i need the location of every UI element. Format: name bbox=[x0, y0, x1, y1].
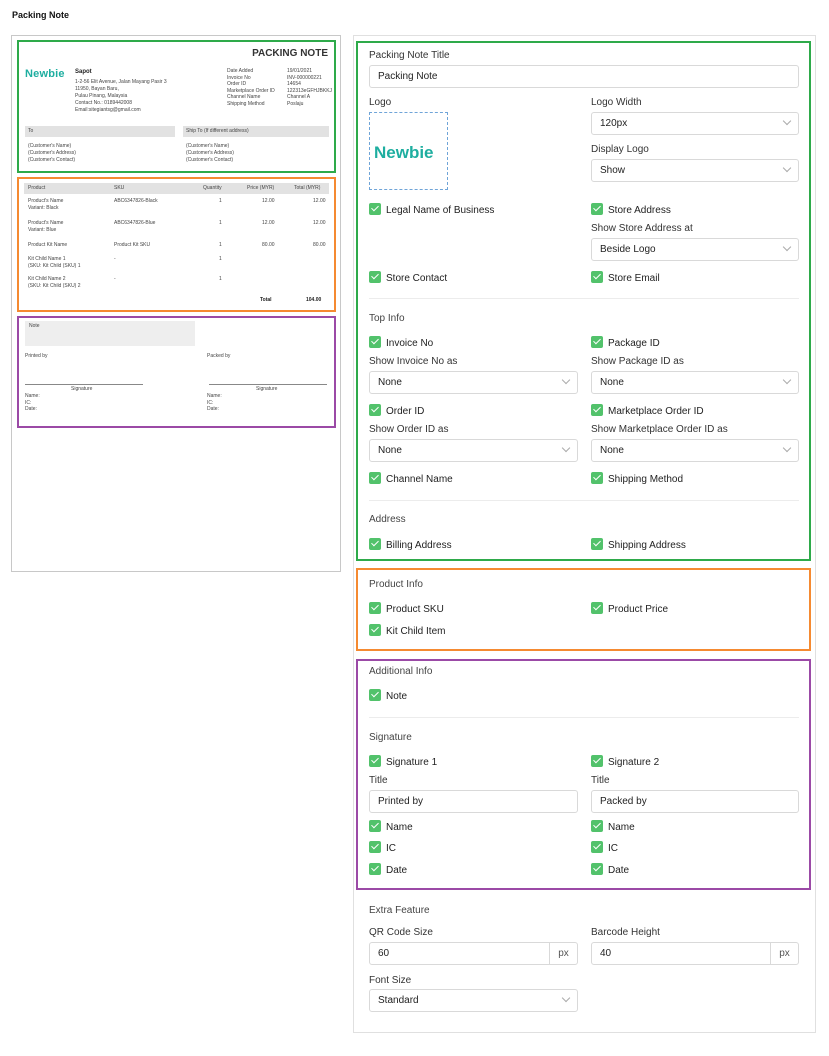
customer-line: (Customer's Address) bbox=[28, 150, 76, 156]
check-icon bbox=[591, 336, 603, 348]
info-label: Invoice No bbox=[227, 74, 251, 81]
ship-line: (Customer's Contact) bbox=[186, 157, 234, 163]
signature-caption: Signature bbox=[71, 386, 93, 392]
col-product: Product bbox=[28, 185, 46, 191]
channel-name-checkbox[interactable]: Channel Name bbox=[369, 473, 453, 487]
barcode-height-label: Barcode Height bbox=[591, 927, 660, 938]
signature-2-ic-checkbox[interactable]: IC bbox=[591, 842, 618, 856]
preview-title: PACKING NOTE bbox=[252, 48, 328, 59]
product-price: 12.00 bbox=[262, 220, 275, 226]
check-icon bbox=[591, 404, 603, 416]
divider bbox=[369, 298, 799, 299]
signature-1-title-label: Title bbox=[369, 775, 388, 786]
chevron-down-icon bbox=[783, 243, 791, 251]
logo-width-select[interactable]: 120px bbox=[591, 112, 799, 135]
check-icon bbox=[369, 863, 381, 875]
product-sub: Variant: Blue bbox=[28, 226, 57, 233]
company-name: Sapot bbox=[75, 69, 92, 75]
signature-2-title-label: Title bbox=[591, 775, 610, 786]
kit-child-name: Kit Child Name 2 bbox=[28, 276, 66, 282]
title-input[interactable]: Packing Note bbox=[369, 65, 799, 88]
check-icon bbox=[369, 820, 381, 832]
legal-name-checkbox[interactable]: Legal Name of Business bbox=[369, 204, 494, 218]
packed-by-label: Packed by bbox=[207, 353, 231, 359]
check-icon bbox=[369, 624, 381, 636]
display-logo-label: Display Logo bbox=[591, 144, 649, 155]
signature-caption: Signature bbox=[256, 386, 278, 392]
package-display-select[interactable]: None bbox=[591, 371, 799, 394]
ic-field: IC: bbox=[25, 399, 32, 406]
date-field: Date: bbox=[207, 406, 219, 412]
address-line-2: 11950, Bayan Baru, bbox=[75, 86, 119, 92]
signature-1-date-checkbox[interactable]: Date bbox=[369, 864, 407, 878]
to-label: To bbox=[28, 128, 34, 134]
check-icon bbox=[369, 336, 381, 348]
product-info-heading: Product Info bbox=[369, 579, 423, 590]
info-value: 122313eGFHJBKKJ bbox=[287, 87, 333, 94]
note-box bbox=[25, 321, 195, 346]
check-icon bbox=[591, 841, 603, 853]
barcode-height-input[interactable]: 40 px bbox=[591, 942, 799, 965]
packing-note-preview bbox=[11, 35, 341, 572]
product-sku: - bbox=[114, 276, 116, 282]
info-value: 14654 bbox=[287, 81, 301, 87]
show-invoice-label: Show Invoice No as bbox=[369, 356, 458, 367]
px-unit: px bbox=[770, 943, 798, 964]
name-field: Name: bbox=[25, 393, 40, 399]
divider bbox=[369, 717, 799, 718]
additional-info-heading: Additional Info bbox=[369, 666, 433, 677]
marketplace-display-select[interactable]: None bbox=[591, 439, 799, 462]
chevron-down-icon bbox=[562, 994, 570, 1002]
show-marketplace-label: Show Marketplace Order ID as bbox=[591, 424, 728, 435]
package-id-checkbox[interactable]: Package ID bbox=[591, 337, 660, 351]
product-qty: 1 bbox=[219, 198, 222, 204]
store-email-checkbox[interactable]: Store Email bbox=[591, 272, 660, 286]
check-icon bbox=[591, 820, 603, 832]
qr-code-size-input[interactable]: 60 px bbox=[369, 942, 578, 965]
date-field: Date: bbox=[25, 406, 37, 412]
address-line-1: 1-2-56 Elit Avenue, Jalan Mayang Pasir 3 bbox=[75, 79, 167, 85]
px-unit: px bbox=[549, 943, 577, 964]
check-icon bbox=[591, 602, 603, 614]
note-checkbox[interactable]: Note bbox=[369, 690, 407, 704]
chevron-down-icon bbox=[783, 117, 791, 125]
billing-address-checkbox[interactable]: Billing Address bbox=[369, 539, 452, 553]
ship-line: (Customer's Address) bbox=[186, 150, 234, 156]
store-address-position-select[interactable]: Beside Logo bbox=[591, 238, 799, 261]
product-name: Product Kit Name bbox=[28, 242, 68, 248]
email-line: Email:sitegiantsg@gmail.com bbox=[75, 107, 141, 113]
show-store-address-label: Show Store Address at bbox=[591, 223, 693, 234]
kit-child-sku: (SKU: Kit Child (SKU) 1 bbox=[28, 262, 81, 269]
check-icon bbox=[369, 472, 381, 484]
signature-line bbox=[209, 384, 327, 385]
preview-signature-section bbox=[17, 316, 336, 428]
check-icon bbox=[591, 203, 603, 215]
check-icon bbox=[591, 538, 603, 550]
printed-by-label: Printed by bbox=[25, 353, 48, 359]
kit-child-sku: (SKU: Kit Child (SKU) 2 bbox=[28, 282, 81, 289]
product-price: 12.00 bbox=[262, 198, 275, 204]
col-quantity: Quantity bbox=[203, 185, 222, 191]
customer-line: (Customer's Contact) bbox=[28, 157, 76, 163]
check-icon bbox=[369, 755, 381, 767]
product-price: 80.00 bbox=[262, 242, 275, 248]
chevron-down-icon bbox=[783, 376, 791, 384]
shipping-method-checkbox[interactable]: Shipping Method bbox=[591, 473, 683, 487]
check-icon bbox=[369, 404, 381, 416]
product-qty: 1 bbox=[219, 276, 222, 282]
preview-logo: Newbie bbox=[25, 68, 65, 80]
additional-settings-outline bbox=[356, 659, 811, 890]
col-sku: SKU bbox=[114, 185, 125, 191]
product-sku: - bbox=[114, 256, 116, 262]
ship-line: (Customer's Name) bbox=[186, 143, 230, 149]
font-size-select[interactable]: Standard bbox=[369, 989, 578, 1012]
product-qty: 1 bbox=[219, 256, 222, 262]
signature-1-title-input[interactable]: Printed by bbox=[369, 790, 578, 813]
to-bar bbox=[25, 126, 175, 137]
show-order-label: Show Order ID as bbox=[369, 424, 449, 435]
shipping-address-checkbox[interactable]: Shipping Address bbox=[591, 539, 686, 553]
store-contact-checkbox[interactable]: Store Contact bbox=[369, 272, 447, 286]
check-icon bbox=[591, 863, 603, 875]
invoice-display-select[interactable]: None bbox=[369, 371, 578, 394]
check-icon bbox=[591, 472, 603, 484]
product-sku: ABC6347826-Blue bbox=[114, 220, 156, 226]
check-icon bbox=[369, 538, 381, 550]
info-label: Marketplace Order ID bbox=[227, 87, 275, 94]
total-value: 104.00 bbox=[306, 297, 322, 303]
check-icon bbox=[369, 203, 381, 215]
ic-field: IC: bbox=[207, 399, 214, 406]
signature-2-title-input[interactable]: Packed by bbox=[591, 790, 799, 813]
font-size-label: Font Size bbox=[369, 975, 412, 986]
product-sku: ABC6347826-Black bbox=[114, 198, 158, 204]
product-price-checkbox[interactable]: Product Price bbox=[591, 603, 668, 617]
product-table-header bbox=[24, 183, 329, 194]
product-qty: 1 bbox=[219, 242, 222, 248]
address-line-3: Pulau Pinang, Malaysia bbox=[75, 93, 128, 99]
order-display-select[interactable]: None bbox=[369, 439, 578, 462]
kit-child-item-checkbox[interactable]: Kit Child Item bbox=[369, 625, 445, 639]
note-label: Note bbox=[29, 323, 40, 329]
info-value: 19/01/2021 bbox=[287, 68, 313, 74]
display-logo-select[interactable]: Show bbox=[591, 159, 799, 182]
kit-child-name: Kit Child Name 1 bbox=[28, 256, 66, 262]
signature-1-name-checkbox[interactable]: Name bbox=[369, 821, 413, 835]
top-info-heading: Top Info bbox=[369, 313, 405, 324]
product-total: 80.00 bbox=[313, 242, 326, 248]
check-icon bbox=[369, 841, 381, 853]
product-sub: Variant: Black bbox=[28, 204, 59, 211]
chevron-down-icon bbox=[783, 164, 791, 172]
marketplace-order-id-checkbox[interactable]: Marketplace Order ID bbox=[591, 405, 704, 419]
product-sku: Product Kit SKU bbox=[114, 242, 151, 248]
col-price: Price (MYR) bbox=[247, 185, 275, 191]
show-package-label: Show Package ID as bbox=[591, 356, 684, 367]
extra-feature-heading: Extra Feature bbox=[369, 905, 430, 916]
signature-2-date-checkbox[interactable]: Date bbox=[591, 864, 629, 878]
preview-header-section bbox=[17, 40, 336, 173]
chevron-down-icon bbox=[562, 376, 570, 384]
order-id-checkbox[interactable]: Order ID bbox=[369, 405, 424, 419]
info-label: Order ID bbox=[227, 81, 247, 87]
title-label: Packing Note Title bbox=[369, 50, 450, 61]
check-icon bbox=[591, 755, 603, 767]
chevron-down-icon bbox=[783, 444, 791, 452]
product-name: Product's Name bbox=[28, 198, 64, 204]
chevron-down-icon bbox=[562, 444, 570, 452]
check-icon bbox=[369, 271, 381, 283]
signature-1-checkbox[interactable]: Signature 1 bbox=[369, 756, 437, 770]
check-icon bbox=[369, 602, 381, 614]
address-heading: Address bbox=[369, 514, 406, 525]
logo-label: Logo bbox=[369, 97, 392, 108]
info-label: Shipping Method bbox=[227, 100, 265, 107]
logo-upload[interactable] bbox=[369, 112, 448, 190]
product-sku-checkbox[interactable]: Product SKU bbox=[369, 603, 444, 617]
divider bbox=[369, 500, 799, 501]
info-value: Poslaju bbox=[287, 100, 304, 107]
preview-products-section bbox=[17, 177, 336, 312]
page-title: Packing Note bbox=[12, 10, 70, 20]
info-value: INV-000000221 bbox=[287, 74, 322, 81]
qr-code-size-label: QR Code Size bbox=[369, 927, 433, 938]
invoice-no-checkbox[interactable]: Invoice No bbox=[369, 337, 433, 351]
product-name: Product's Name bbox=[28, 220, 64, 226]
col-total: Total (MYR) bbox=[294, 185, 321, 191]
customer-line: (Customer's Name) bbox=[28, 143, 72, 149]
check-icon bbox=[369, 689, 381, 701]
logo-width-label: Logo Width bbox=[591, 97, 642, 108]
signature-line bbox=[25, 384, 143, 385]
store-address-checkbox[interactable]: Store Address bbox=[591, 204, 671, 218]
info-value: Channel A bbox=[287, 94, 311, 100]
signature-1-ic-checkbox[interactable]: IC bbox=[369, 842, 396, 856]
name-field: Name: bbox=[207, 393, 222, 399]
product-total: 12.00 bbox=[313, 198, 326, 204]
info-label: Channel Name bbox=[227, 94, 261, 100]
signature-2-name-checkbox[interactable]: Name bbox=[591, 821, 635, 835]
total-label: Total bbox=[260, 297, 272, 303]
signature-heading: Signature bbox=[369, 732, 412, 743]
check-icon bbox=[591, 271, 603, 283]
product-total: 12.00 bbox=[313, 220, 326, 226]
logo-image: Newbie bbox=[374, 143, 434, 162]
info-label: Date Added bbox=[227, 68, 254, 74]
contact-line: Contact No.: 0189442008 bbox=[75, 100, 132, 106]
signature-2-checkbox[interactable]: Signature 2 bbox=[591, 756, 659, 770]
ship-to-label: Ship To (If different address) bbox=[186, 128, 249, 134]
product-qty: 1 bbox=[219, 220, 222, 226]
